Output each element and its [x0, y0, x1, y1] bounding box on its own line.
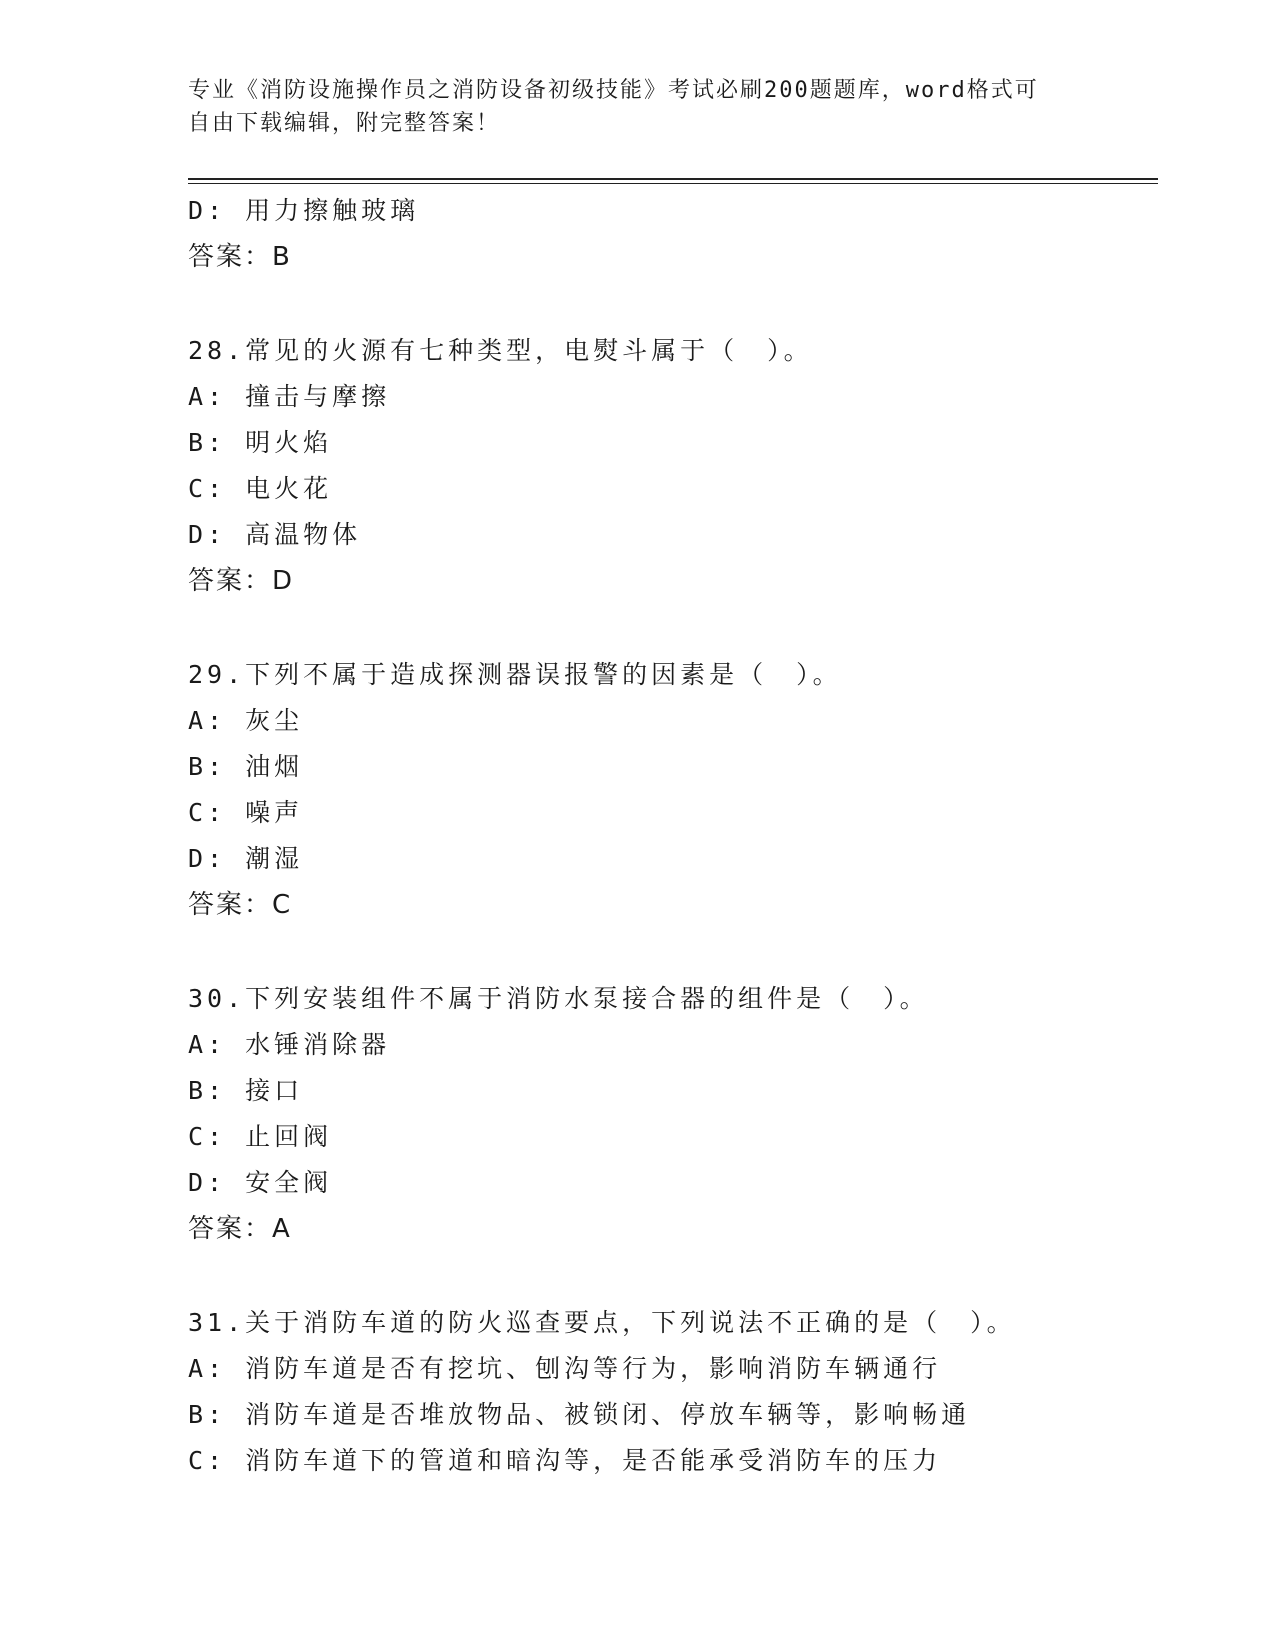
- option-b: B: 油烟: [188, 752, 304, 781]
- option-c: C: 噪声: [188, 798, 304, 827]
- option-b: B: 接口: [188, 1076, 304, 1105]
- question-text: 29.下列不属于造成探测器误报警的因素是（ ）。: [188, 660, 842, 689]
- question-text: 28.常见的火源有七种类型，电熨斗属于（ ）。: [188, 336, 813, 365]
- option-b: B: 消防车道是否堆放物品、被锁闭、停放车辆等，影响畅通: [188, 1400, 971, 1429]
- question-block-31: [188, 1300, 1148, 1484]
- option-c: C: 止回阀: [188, 1122, 333, 1151]
- question-block-29: [188, 652, 1148, 928]
- header-divider-thick: [188, 178, 1158, 180]
- option-d: D: 安全阀: [188, 1168, 333, 1197]
- question-text: 31.关于消防车道的防火巡查要点，下列说法不正确的是（ ）。: [188, 1308, 1016, 1337]
- answer-line: 答案：C: [188, 890, 293, 920]
- option-d: D: 用力擦触玻璃: [188, 196, 420, 225]
- document-header: [188, 74, 1068, 140]
- option-a: A: 撞击与摩擦: [188, 382, 391, 411]
- question-text: 30.下列安装组件不属于消防水泵接合器的组件是（ ）。: [188, 984, 929, 1013]
- header-line-1: 专业《消防设施操作员之消防设备初级技能》考试必刷200题题库，word格式可: [188, 78, 1039, 103]
- option-a: A: 灰尘: [188, 706, 304, 735]
- question-block-27-tail: [188, 188, 1148, 280]
- answer-line: 答案：D: [188, 566, 295, 596]
- option-a: A: 消防车道是否有挖坑、刨沟等行为，影响消防车辆通行: [188, 1354, 942, 1383]
- option-a: A: 水锤消除器: [188, 1030, 391, 1059]
- option-d: D: 潮湿: [188, 844, 304, 873]
- question-list: [188, 188, 1148, 1484]
- answer-line: 答案：B: [188, 242, 292, 272]
- option-c: C: 电火花: [188, 474, 333, 503]
- option-b: B: 明火焰: [188, 428, 333, 457]
- option-c: C: 消防车道下的管道和暗沟等，是否能承受消防车的压力: [188, 1446, 942, 1475]
- header-divider-thin: [188, 183, 1158, 184]
- header-line-2: 自由下载编辑，附完整答案！: [188, 111, 501, 136]
- answer-line: 答案：A: [188, 1214, 292, 1244]
- question-block-28: [188, 328, 1148, 604]
- option-d: D: 高温物体: [188, 520, 362, 549]
- question-block-30: [188, 976, 1148, 1252]
